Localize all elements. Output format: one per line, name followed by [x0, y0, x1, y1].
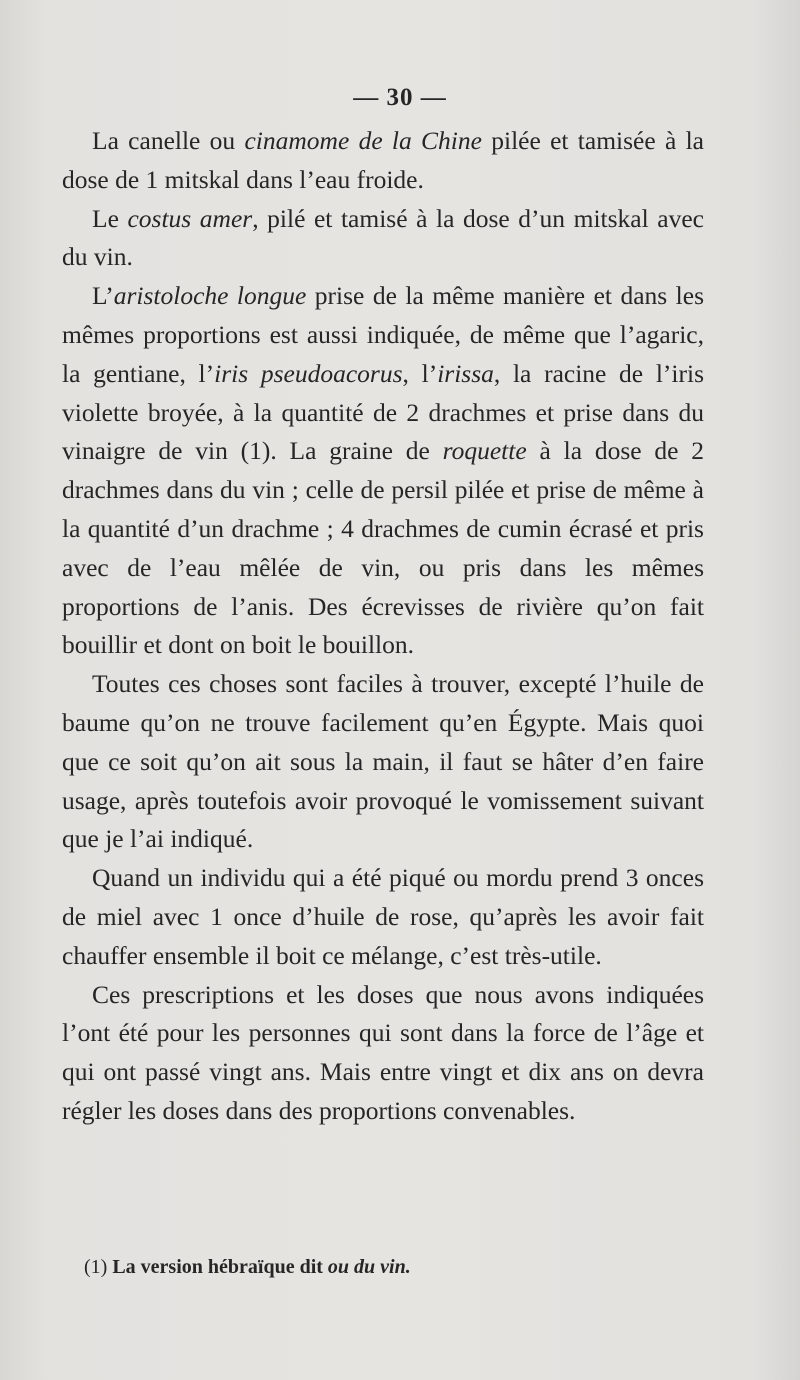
text-run: , pilé et tamisé à la dose d’un mitskal avec du vin. — [62, 203, 704, 272]
footnote — [84, 1253, 704, 1281]
footnote-number: (1) — [84, 1256, 108, 1278]
text-run: L’ — [92, 281, 114, 311]
italic-run: costus amer — [127, 203, 253, 233]
text-run: prise de la même manière et dans les mêmes proportions est aussi indiquée, de même que l’agaric, la gentiane, l’ — [62, 281, 704, 388]
text-run: pilée et tamisée à la dose de 1 mitskal dans l’eau froide. — [62, 126, 704, 194]
paragraph — [62, 859, 704, 975]
italic-run: irissa — [437, 358, 494, 388]
text-run: La canelle ou — [92, 126, 245, 155]
text-run: à la dose de 2 drachmes dans du vin ; celle de persil pilée et prise de même à la quantité d’un drachme ; 4 drachmes de cumin écrasé et pris avec de l’eau mêlée de vin, ou pris dans les mêmes proportions de l’anis. Des écrevisses de rivière qu’on fait bouillir et dont on boit le bouillon. — [62, 436, 705, 660]
text-run: Le — [92, 203, 128, 233]
paragraph — [62, 277, 704, 665]
footnote-text: La version hébraïque dit — [112, 1256, 328, 1278]
page-number: — 30 — — [353, 84, 447, 111]
paragraph — [62, 122, 704, 200]
text-run: Quand un individu qui a été piqué ou mordu prend 3 onces de miel avec 1 once d’huile de rose, qu’après les avoir fait chauffer ensemble il boit ce mélange, c’est très-utile. — [62, 863, 704, 970]
italic-run: aristoloche longue — [113, 281, 307, 311]
italic-run: roquette — [442, 436, 527, 466]
paragraph — [62, 976, 704, 1131]
body-text — [62, 122, 704, 1131]
italic-run: cinamome de la Chine — [244, 126, 482, 155]
text-run: , la racine de l’iris violette broyée, à la quantité de 2 drachmes et prise dans du vinaigre de vin (1). La graine de — [62, 358, 704, 466]
paragraph — [62, 665, 704, 859]
text-run: , l’ — [402, 358, 438, 388]
text-run: Toutes ces choses sont faciles à trouver, excepté l’huile de baume qu’on ne trouve facilement qu’en Égypte. Mais quoi que ce soit qu’on ait sous la main, il faut se hâter d’en faire usage, après toutefois avoir provoqué le vomissement suivant que je l’ai indiqué. — [62, 669, 704, 854]
paragraph — [62, 200, 704, 278]
footnote-italic: ou du vin. — [327, 1256, 411, 1278]
italic-run: iris pseudoacorus — [214, 358, 403, 388]
text-run: Ces prescriptions et les doses que nous avons indiquées l’ont été pour les personnes qui sont dans la force de l’âge et qui ont passé vingt ans. Mais entre vingt et dix ans on devra régler les doses dans des proportions convenables. — [62, 979, 704, 1125]
